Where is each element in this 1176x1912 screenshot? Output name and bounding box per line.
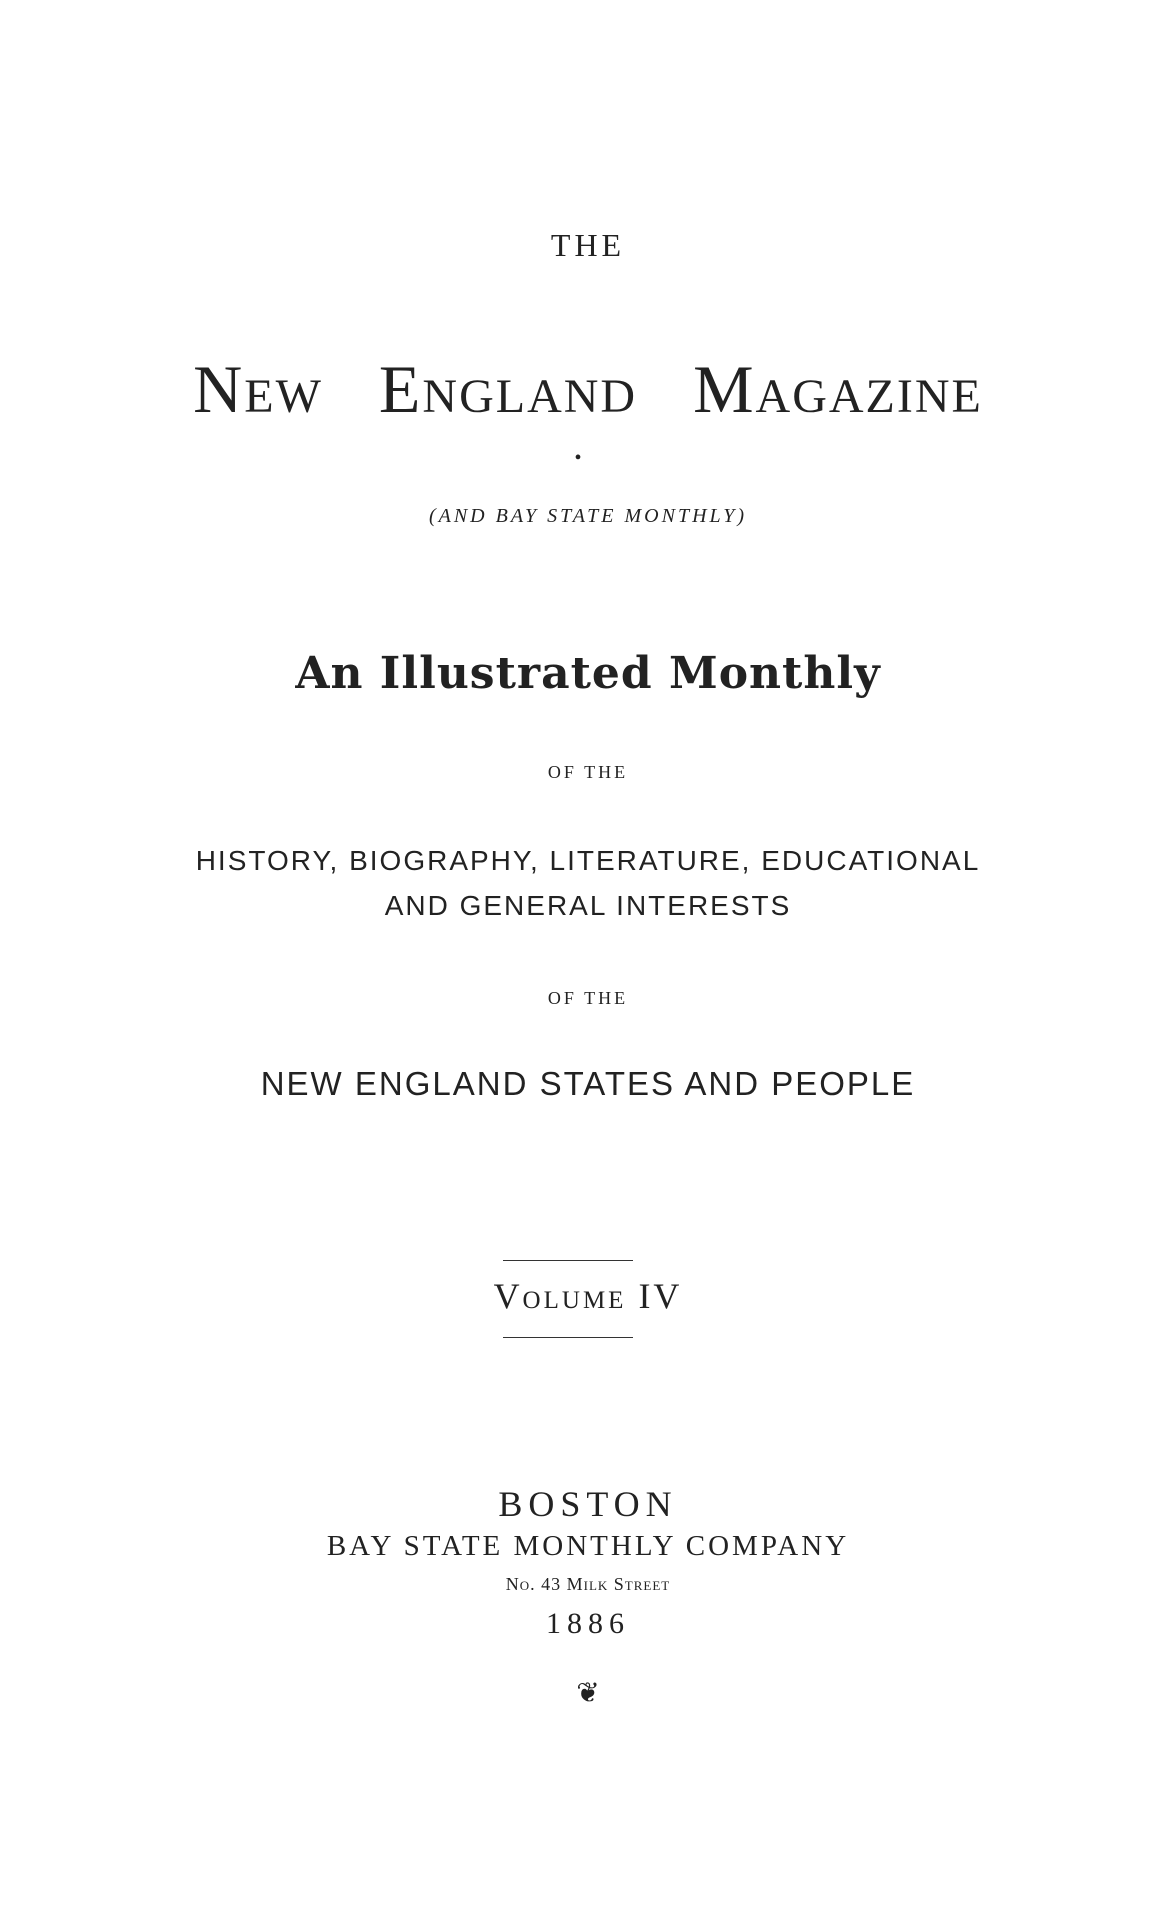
printer-ornament-icon: ❦ [576,1678,600,1709]
imprint-address: No. 43 Milk Street [505,1574,671,1594]
of-the-connector-2: OF THE [547,988,629,1008]
volume-rule-top [503,1260,633,1261]
the-heading: THE [550,227,626,263]
magazine-title [0,350,1176,429]
subjects-line-1: HISTORY, BIOGRAPHY, LITERATURE, EDUCATIONAL [195,845,981,876]
subjects-line-2: AND GENERAL INTERESTS [384,890,792,921]
title-word-magazine: Magazine [693,351,983,427]
title-word-new: New [193,351,323,427]
imprint-publisher: BAY STATE MONTHLY COMPANY [326,1530,850,1562]
volume-label: Volume IV [493,1276,683,1316]
states-heading: NEW ENGLAND STATES AND PEOPLE [260,1065,916,1102]
title-word-england: England [378,351,638,427]
imprint-city: BOSTON [498,1484,678,1524]
imprint-year: 1886 [546,1607,630,1640]
bullet-dot: • [574,447,582,469]
volume-rule-bottom [503,1337,633,1338]
of-the-connector-1: OF THE [547,762,629,782]
subtitle: (AND BAY STATE MONTHLY) [428,505,748,527]
illustrated-monthly-heading: An Illustrated Monthly [295,648,881,699]
